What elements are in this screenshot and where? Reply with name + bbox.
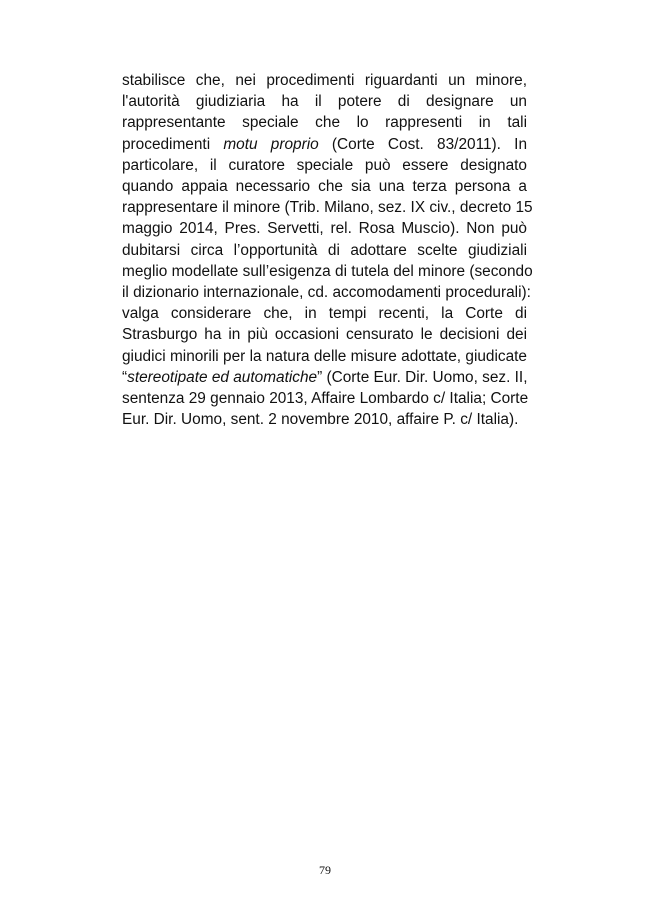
text-line (122, 240, 527, 261)
text-line (122, 388, 527, 409)
text-segment: stabilisce che, nei procedimenti riguardanti un minore, (122, 72, 527, 89)
text-line (122, 218, 527, 239)
text-line (122, 155, 527, 176)
text-segment: rappresentante speciale che lo rappresenti in tali (122, 114, 527, 132)
text-segment: meglio modellate sull’esigenza di tutela del minore (secondo (122, 262, 533, 280)
text-segment: l'autorità giudiziaria ha il potere di designare un (122, 93, 527, 111)
italic-text-segment: motu proprio (223, 135, 319, 153)
text-segment: Strasburgo ha in più occasioni censurato le decisioni dei (122, 326, 527, 344)
text-segment: Eur. Dir. Uomo, sent. 2 novembre 2010, affaire P. c/ Italia). (122, 411, 519, 429)
text-segment: valga considerare che, in tempi recenti, la Corte di (122, 305, 527, 323)
text-segment: “ (122, 368, 128, 386)
text-segment: quando appaia necessario che sia una terza persona a (122, 178, 527, 196)
text-segment: rappresentare il minore (Trib. Milano, sez. IX civ., decreto 15 (122, 199, 533, 217)
text-line (122, 134, 527, 155)
italic-text-segment: stereotipate ed automatiche (127, 368, 318, 386)
text-segment: (Corte Cost. 83/2011). In (318, 135, 528, 153)
text-line (122, 282, 531, 303)
text-line (122, 91, 527, 112)
text-line (122, 303, 527, 324)
text-segment: sentenza 29 gennaio 2013, Affaire Lombardo c/ Italia; Corte (122, 390, 529, 408)
text-line (122, 367, 527, 388)
text-segment: ” (Corte Eur. Dir. Uomo, sez. II, (317, 368, 528, 386)
text-segment: procedimenti (122, 135, 224, 153)
text-line (122, 324, 527, 345)
body-paragraph (122, 70, 533, 430)
text-segment: maggio 2014, Pres. Servetti, rel. Rosa Muscio). Non può (122, 220, 527, 238)
text-segment: particolare, il curatore speciale può essere designato (122, 156, 527, 174)
text-line (122, 197, 533, 218)
text-line (122, 409, 527, 430)
text-segment: il dizionario internazionale, cd. accomodamenti procedurali): (122, 284, 531, 302)
text-line (122, 261, 533, 282)
page-number: 79 (319, 863, 331, 877)
text-line (122, 112, 527, 133)
text-line (122, 176, 527, 197)
text-line (122, 70, 527, 91)
text-segment: giudici minorili per la natura delle misure adottate, giudicate (122, 347, 527, 365)
text-segment: dubitarsi circa l’opportunità di adottare scelte giudiziali (122, 241, 527, 259)
text-line (122, 346, 527, 367)
